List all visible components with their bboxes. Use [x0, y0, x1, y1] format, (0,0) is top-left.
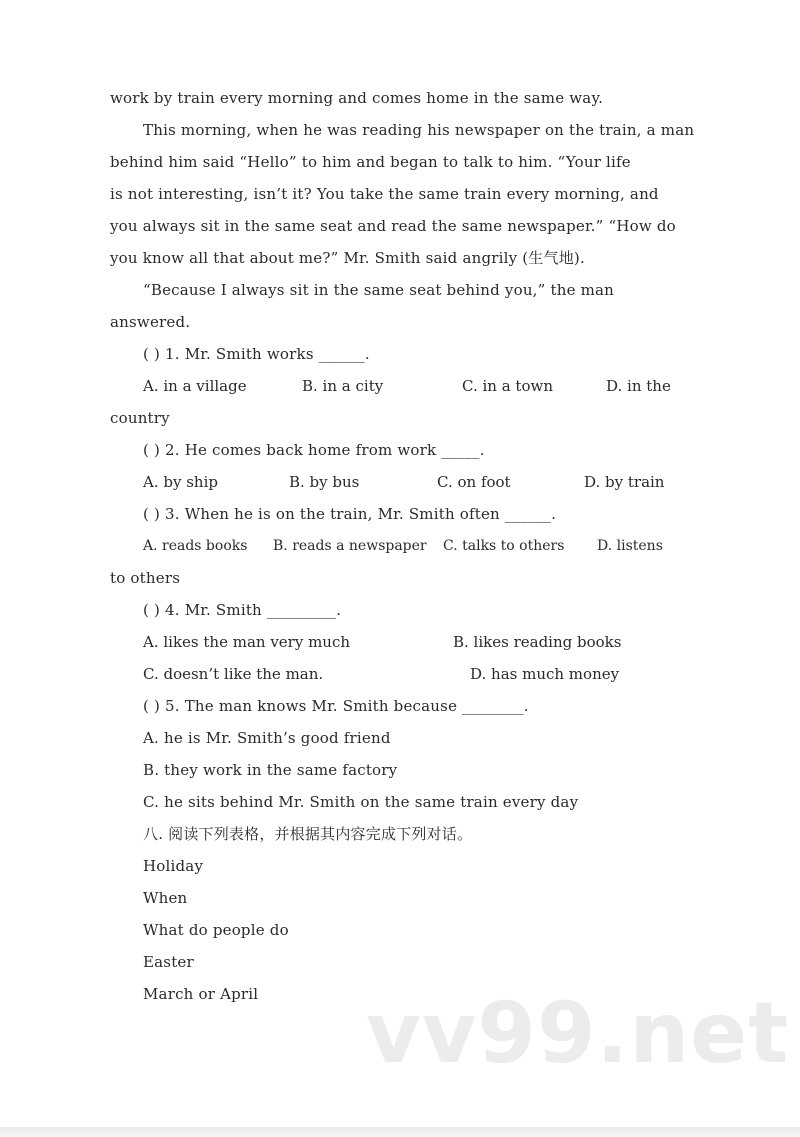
passage-line: is not interesting, isn’t it? You take the same train every morning, and	[110, 185, 659, 203]
passage-line: behind him said “Hello” to him and began to talk to him. “Your life	[110, 153, 631, 171]
option-b: B. in a city	[302, 377, 384, 395]
option-d: D. in the	[606, 377, 671, 395]
table-cell: Easter	[143, 953, 194, 971]
table-cell: March or April	[143, 985, 259, 1003]
question-stem: ( ) 2. He comes back home from work _____.	[143, 441, 485, 459]
option-continuation: to others	[110, 569, 181, 587]
passage-line: you know all that about me?” Mr. Smith said angrily (生气地).	[110, 249, 585, 267]
table-cell: Holiday	[143, 857, 204, 875]
option-b: B. by bus	[289, 473, 360, 491]
watermark: vv99.net	[366, 984, 790, 1082]
option-continuation: country	[110, 409, 170, 427]
passage-line: This morning, when he was reading his newspaper on the train, a man	[143, 121, 695, 139]
option-a: A. reads books	[143, 538, 248, 554]
passage-line: answered.	[110, 313, 191, 331]
option-c: C. talks to others	[443, 538, 565, 554]
option-a: A. in a village	[143, 377, 247, 395]
page-bottom-edge	[0, 1127, 800, 1137]
passage-line: “Because I always sit in the same seat behind you,” the man	[143, 281, 615, 299]
option-c: C. doesn’t like the man.	[143, 665, 324, 683]
question-stem: ( ) 3. When he is on the train, Mr. Smith often ______.	[143, 505, 557, 523]
question-stem: ( ) 1. Mr. Smith works ______.	[143, 345, 370, 363]
table-cell: When	[143, 889, 188, 907]
option-b: B. likes reading books	[453, 633, 622, 651]
option-b: B. reads a newspaper	[273, 538, 427, 554]
section-heading: 八. 阅读下列表格，并根据其内容完成下列对话。	[143, 825, 473, 843]
option-a: A. he is Mr. Smith’s good friend	[143, 729, 391, 747]
table-cell: What do people do	[143, 921, 289, 939]
option-d: D. by train	[584, 473, 665, 491]
option-b: B. they work in the same factory	[143, 761, 398, 779]
option-a: A. likes the man very much	[143, 633, 351, 651]
option-c: C. on foot	[437, 473, 511, 491]
option-a: A. by ship	[143, 473, 218, 491]
passage-line: work by train every morning and comes home in the same way.	[110, 89, 604, 107]
option-d: D. listens	[597, 538, 663, 554]
option-c: C. he sits behind Mr. Smith on the same train every day	[143, 793, 579, 811]
passage-line: you always sit in the same seat and read the same newspaper.” “How do	[110, 217, 676, 235]
option-c: C. in a town	[462, 377, 553, 395]
option-d: D. has much money	[470, 665, 620, 683]
question-stem: ( ) 5. The man knows Mr. Smith because ________.	[143, 697, 529, 715]
question-stem: ( ) 4. Mr. Smith _________.	[143, 601, 342, 619]
